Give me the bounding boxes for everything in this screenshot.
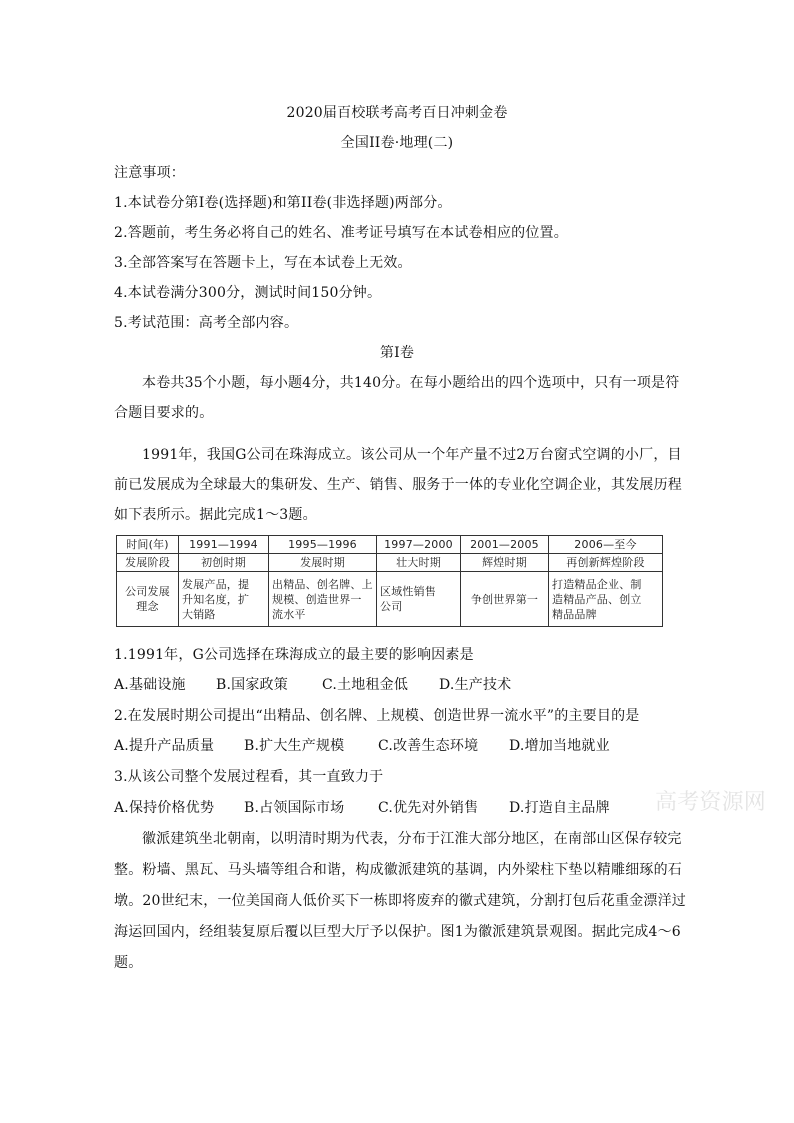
cell-line: 争创世界第一 [470, 592, 539, 606]
table-row [117, 572, 663, 627]
exam-title: 2020届百校联考高考百日冲刺金卷 [286, 105, 508, 121]
table-cell: 1991—1994 [179, 536, 269, 554]
option-b: B.扩大生产规模 [244, 738, 345, 754]
notice-item: 3.全部答案写在答题卡上，写在本试卷上无效。 [114, 255, 412, 271]
cell-line: 出精品、创名牌、上 [272, 577, 373, 591]
option-d: D.生产技术 [439, 677, 512, 693]
table-cell: 再创新辉煌阶段 [549, 554, 663, 572]
question-options [114, 798, 714, 818]
table-cell [179, 572, 269, 627]
option-b: B.占领国际市场 [244, 800, 345, 816]
cell-line: 发展产品，提 [182, 577, 250, 591]
question-stem: 1.1991年，G公司选择在珠海成立的最主要的影响因素是 [114, 647, 474, 663]
table-cell: 发展时期 [269, 554, 377, 572]
section-intro: 本卷共35个小题，每小题4分，共140分。在每小题给出的四个选项中，只有一项是符 [142, 375, 680, 391]
passage-line: 整。粉墙、黑瓦、马头墙等组合和谐，构成徽派建筑的基调，内外梁柱下垫以精雕细琢的石 [114, 862, 682, 878]
table-cell [461, 572, 549, 627]
cell-line: 流水平 [272, 607, 306, 621]
passage-line: 前已发展成为全球最大的集研发、生产、销售、服务于一体的专业化空调企业，其发展历程 [114, 477, 682, 493]
cell-line: 公司发展 [125, 585, 170, 598]
question-options [114, 736, 714, 756]
passage-line: 如下表所示。据此完成1～3题。 [114, 507, 317, 523]
table-cell: 1997—2000 [377, 536, 461, 554]
cell-line: 公司 [380, 600, 403, 613]
notice-item: 5.考试范围：高考全部内容。 [114, 315, 299, 331]
option-a: A.提升产品质量 [114, 738, 215, 754]
notice-item: 2.答题前，考生务必将自己的姓名、准考证号填写在本试卷相应的位置。 [114, 225, 568, 241]
option-d: D.增加当地就业 [509, 738, 610, 754]
option-c: C.土地租金低 [322, 677, 409, 693]
option-b: B.国家政策 [216, 677, 288, 693]
passage-line: 徽派建筑坐北朝南，以明清时期为代表，分布于江淮大部分地区，在南部山区保存较完 [142, 831, 682, 847]
option-c: C.改善生态环境 [378, 738, 479, 754]
table-cell: 1995—1996 [269, 536, 377, 554]
cell-line: 打造精品企业、制 [552, 577, 642, 591]
notice-item: 1.本试卷分第I卷(选择题)和第II卷(非选择题)两部分。 [114, 195, 452, 211]
table-cell: 发展阶段 [117, 554, 179, 572]
table-cell: 2006—至今 [549, 536, 663, 554]
cell-line: 造精品产品、创立 [552, 592, 642, 606]
section-title: 第I卷 [379, 345, 415, 361]
option-a: A.保持价格优势 [114, 800, 215, 816]
passage-line: 墩。20世纪末，一位美国商人低价买下一栋即将废弃的徽式建筑，分割打包后花重金漂洋过 [114, 893, 687, 909]
exam-subtitle: 全国II卷·地理(二) [340, 135, 454, 151]
table-cell [269, 572, 377, 627]
option-a: A.基础设施 [114, 677, 186, 693]
section-intro: 合题目要求的。 [114, 405, 214, 421]
passage-line: 题。 [114, 955, 143, 971]
cell-line: 规模、创造世界一 [272, 592, 362, 606]
question-stem: 2.在发展时期公司提出“出精品、创名牌、上规模、创造世界一流水平”的主要目的是 [114, 708, 640, 724]
table-cell: 辉煌时期 [461, 554, 549, 572]
passage-line: 1991年，我国G公司在珠海成立。该公司从一个年产量不过2万台窗式空调的小厂，目 [142, 447, 682, 463]
question-options [114, 675, 714, 695]
notice-item: 4.本试卷满分300分，测试时间150分钟。 [114, 285, 382, 301]
option-d: D.打造自主品牌 [509, 800, 610, 816]
cell-line: 区域性销售 [380, 585, 436, 598]
table-cell: 2001—2005 [461, 536, 549, 554]
table-cell [117, 572, 179, 627]
question-stem: 3.从该公司整个发展过程看，其一直致力于 [114, 769, 384, 785]
table-cell [377, 572, 461, 627]
passage-line: 海运回国内，经组装复原后覆以巨型大厅予以保护。图1为徽派建筑景观图。据此完成4～6 [114, 924, 681, 940]
table-cell [549, 572, 663, 627]
table-row [117, 554, 663, 572]
cell-line: 升知名度，扩 [182, 592, 250, 606]
notice-heading: 注意事项： [114, 165, 185, 181]
table-cell: 壮大时期 [377, 554, 461, 572]
cell-line: 精品品牌 [552, 607, 597, 621]
table-row [117, 536, 663, 554]
watermark: 高考资源网 [655, 790, 767, 815]
cell-line: 大销路 [182, 607, 216, 621]
development-history-table [116, 535, 663, 627]
cell-line: 理念 [136, 600, 159, 613]
table-cell: 时间(年) [117, 536, 179, 554]
option-c: C.优先对外销售 [378, 800, 479, 816]
table-cell: 初创时期 [179, 554, 269, 572]
